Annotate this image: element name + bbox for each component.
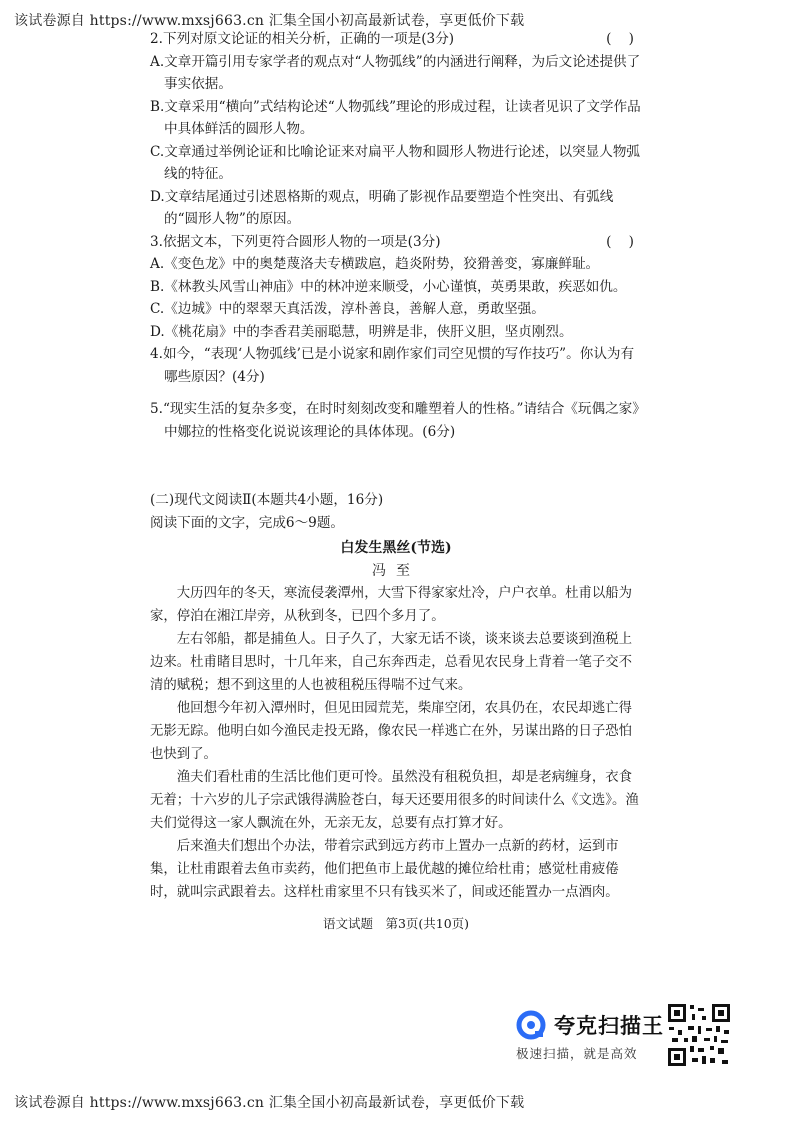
reading-instruction: 阅读下面的文字，完成6～9题。 xyxy=(150,514,345,531)
scanner-logo-icon xyxy=(516,1010,546,1040)
question-4: 4.如今，“表现‘人物弧线’已是小说家和剧作家们司空见惯的写作技巧”。你认为有哪些原因？(4分) xyxy=(150,346,635,385)
article-paragraph: 他回想今年初入潭州时，但见田园荒芜，柴扉空闭，农具仍在，农民却逃亡得无影无踪。他明白如今渔民走投无路，像农民一样逃亡在外，另谋出路的日子恐怕也快到了。 xyxy=(150,701,633,762)
article-title: 白发生黑丝(节选) xyxy=(340,540,452,556)
watermark-bottom: 该试卷源自 https://www.mxsj663.cn 汇集全国小初高最新试卷，享更低价下载 xyxy=(14,1095,525,1111)
article-paragraph: 大历四年的冬天，寒流侵袭潭州，大雪下得家家灶冷，户户衣单。杜甫以船为家，停泊在湘江岸旁，从秋到冬，已四个多月了。 xyxy=(150,586,633,624)
question-2-option-d: D.文章结尾通过引述恩格斯的观点，明确了影视作品要塑造个性突出、有弧线的“圆形人物”的原因。 xyxy=(150,188,614,227)
scanner-app-name: 夸克扫描王 xyxy=(554,1014,664,1038)
watermark-top: 该试卷源自 https://www.mxsj663.cn 汇集全国小初高最新试卷，享更低价下载 xyxy=(14,13,525,29)
question-3-stem: 3.依据文本，下列更符合圆形人物的一项是(3分) xyxy=(150,233,441,250)
question-3-option-c: C.《边城》中的翠翠天真活泼，淳朴善良，善解人意，勇敢坚强。 xyxy=(150,301,545,317)
question-3-option-a: A.《变色龙》中的奥楚蔑洛夫专横跋扈，趋炎附势，狡猾善变，寡廉鲜耻。 xyxy=(150,256,600,272)
question-3 xyxy=(150,231,642,344)
question-2-answer-bracket: ( ) xyxy=(606,31,634,47)
question-2-option-b: B.文章采用“横向”式结构论述“人物弧线”理论的形成过程，让读者见识了文学作品中具体鲜活的圆形人物。 xyxy=(150,98,641,137)
qr-code-icon xyxy=(666,1002,732,1068)
question-3-answer-bracket: ( ) xyxy=(606,233,634,250)
question-5: 5.“现实生活的复杂多变，在时时刻刻改变和雕塑着人的性格。”请结合《玩偶之家》中娜拉的性格变化说说该理论的具体体现。(6分) xyxy=(150,401,640,440)
article-paragraph: 左右邻船，都是捕鱼人。日子久了，大家无话不谈，谈来谈去总要谈到渔税上边来。杜甫睹目思时，十几年来，自己东奔西走，总看见农民身上背着一笔子交不清的赋税；想不到这里的人也被租税压得喘不过气来。 xyxy=(150,632,633,693)
question-2 xyxy=(150,28,642,231)
question-2-option-a: A.文章开篇引用专家学者的观点对“人物弧线”的内涵进行阐释，为后文论述提供了事实依据。 xyxy=(150,53,641,92)
exam-page-content xyxy=(150,28,642,932)
question-3-option-d: D.《桃花扇》中的李香君美丽聪慧，明辨是非，侠肝义胆，坚贞刚烈。 xyxy=(150,323,573,340)
question-2-option-c: C.文章通过举例论证和比喻论证来对扁平人物和圆形人物进行论述，以突显人物弧线的特征。 xyxy=(150,143,641,182)
section-title: (二)现代文阅读Ⅱ(本题共4小题，16分) xyxy=(150,492,384,508)
article-author: 冯至 xyxy=(372,563,420,579)
page-footer: 语文试题 第3页(共10页) xyxy=(322,916,470,931)
article-paragraph: 后来渔夫们想出个办法，带着宗武到远方药市上置办一点新的药材，运到市集，让杜甫跟着去鱼市卖药，他们把鱼市上最优越的摊位给杜甫；感觉杜甫疲倦时，就叫宗武跟着去。这样杜甫家里不只有钱买米了，间或还能置办一点酒肉。 xyxy=(150,839,619,900)
scanner-slogan: 极速扫描，就是高效 xyxy=(516,1046,638,1061)
question-3-option-b: B.《林教头风雪山神庙》中的林冲逆来顺受，小心谨慎，英勇果敢，疾恶如仇。 xyxy=(150,278,627,295)
article-paragraph: 渔夫们看杜甫的生活比他们更可怜。虽然没有租税负担，却是老病缠身，衣食无着；十六岁的儿子宗武饿得满脸苍白，每天还要用很多的时间读什么《文选》。渔夫们觉得这一家人飘流在外，无亲无友，总要有点打算才好。 xyxy=(150,770,639,831)
scanner-app-badge xyxy=(512,1002,737,1072)
question-2-stem: 2.下列对原文论证的相关分析，正确的一项是(3分) xyxy=(150,31,455,47)
